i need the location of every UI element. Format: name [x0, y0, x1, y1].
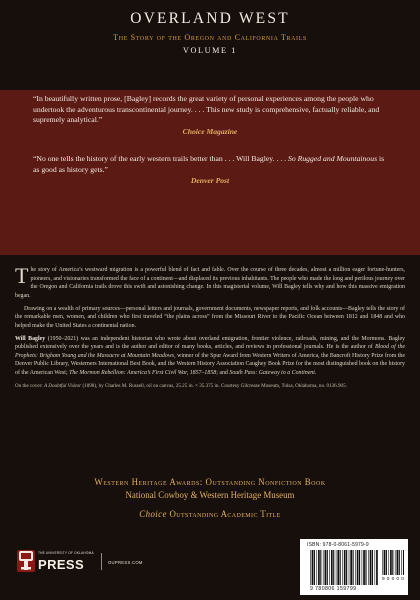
- footer-divider: [101, 553, 102, 570]
- quote-text: “In beautifully written prose, [Bagley] records the great variety of personal experiences among the people who undertook the adventurous transcontinental journey. . . . This new study is comprehensive, factually reliable, and supremely analytical.”: [33, 94, 380, 125]
- description-text: [15, 263, 406, 390]
- credit-text: On the cover:: [15, 382, 44, 389]
- quote-source: Denver Post: [190, 176, 230, 186]
- cover-art-credit: [15, 383, 405, 390]
- cover-header: [0, 10, 420, 55]
- bio-text: ; and: [216, 370, 230, 377]
- book-title: OVERLAND WEST: [130, 10, 290, 27]
- addon-number: 9 0 0 0 0: [382, 577, 405, 582]
- book-title-ref: Blood of the Prophets: Brigham Young and the Massacre at Mountain Meadows: [15, 344, 406, 359]
- publisher-name: THE UNIVERSITY OF OKLAHOMA: [38, 551, 94, 555]
- barcode-icon: [310, 550, 378, 585]
- description-paragraph: [15, 263, 405, 300]
- bio-text: (1950–2021) was an independent historian who wrote about overland emigration, frontier violence, railroads, mining, and the Mormons. Bagley published extensively over the years and is the author and editor of many books, articles, and reviews in professional journals. He is the author of: [15, 335, 405, 351]
- bio-text: .: [314, 370, 317, 377]
- author-name: Will Bagley: [15, 335, 46, 342]
- quote-book-title: So Rugged and Mountainous: [288, 154, 378, 163]
- barcode-number: 9 780806 159799: [310, 586, 357, 592]
- press-wordmark: PRESS: [38, 557, 85, 572]
- review-quote-choice: [33, 94, 387, 137]
- book-title-ref: The Mormon Rebellion: America’s First Civil War, 1857–1858: [69, 370, 217, 377]
- isbn-label: ISBN: 978-0-8061-5979-9: [307, 542, 369, 548]
- volume-label: VOLUME 1: [183, 46, 237, 55]
- credit-text: (1898), by Charles M. Russell, oil on canvas, 25.25 in. × 35.375 in. Courtesy Gilcrease Museum, Tulsa, Oklahoma, no. 0136.905.: [81, 382, 347, 389]
- awards-block: [0, 477, 420, 519]
- ou-logo-icon: [16, 549, 36, 573]
- award-publication: Choice: [139, 509, 167, 519]
- book-title-ref: South Pass: Gateway to a Continent: [229, 370, 315, 377]
- description-paragraph: [15, 305, 405, 331]
- quote-source: Choice Magazine: [182, 126, 238, 136]
- cover-footer: [0, 533, 420, 600]
- quote-text-part: “No one tells the history of the early western trails better than . . . Will Bagley. . . .: [33, 154, 289, 163]
- review-quote-denver-post: [33, 154, 387, 187]
- award-line: National Cowboy & Western Heritage Museum: [125, 490, 295, 500]
- award-title: Outstanding Academic Title: [166, 509, 281, 519]
- addon-barcode-icon: [382, 550, 404, 575]
- award-line: [0, 509, 420, 519]
- artwork-title: A Doubtful Visitor: [44, 382, 82, 389]
- drop-cap: T: [15, 263, 29, 288]
- paragraph-text: Drawing on a wealth of primary sources—personal letters and journals, government documents, newspaper reports, and folk accounts—Bagley tells the story of the remarkable men, women, and children who first traveled “the plains across” from the Missouri River to the Pacific Ocean between 1812 and 1848 and who helped make the United States a continental nation.: [15, 305, 405, 329]
- bio-text: , winner of the Spur Award from Western Writers of America, the Bancroft History Prize from the Denver Public Library, Westerners International Best Book, and the Western History Association Caughey Book Prize for the most distinguished book on the history of the American West;: [15, 352, 405, 377]
- publisher-url: OUPRESS.COM: [108, 560, 143, 565]
- book-subtitle: The Story of the Oregon and California Trails: [113, 33, 307, 42]
- award-line: Western Heritage Awards: Outstanding Nonfiction Book: [94, 477, 326, 487]
- barcode-panel: [300, 539, 408, 595]
- quote-text-part: is as good as history gets.”: [33, 154, 385, 174]
- author-bio: [15, 335, 405, 378]
- paragraph-text: he story of America’s westward migration is a powerful blend of fact and fable. Over the course of three decades, almost a million eager fortune-hunters, pioneers, and visionaries transformed the face of a continent—and displaced its previous inhabitants. The people who made the long and perilous journey over the Oregon and California trails drove this swift and astonishing change. In this magisterial volume, Will Bagley tells why and how this massive emigration began.: [15, 267, 405, 299]
